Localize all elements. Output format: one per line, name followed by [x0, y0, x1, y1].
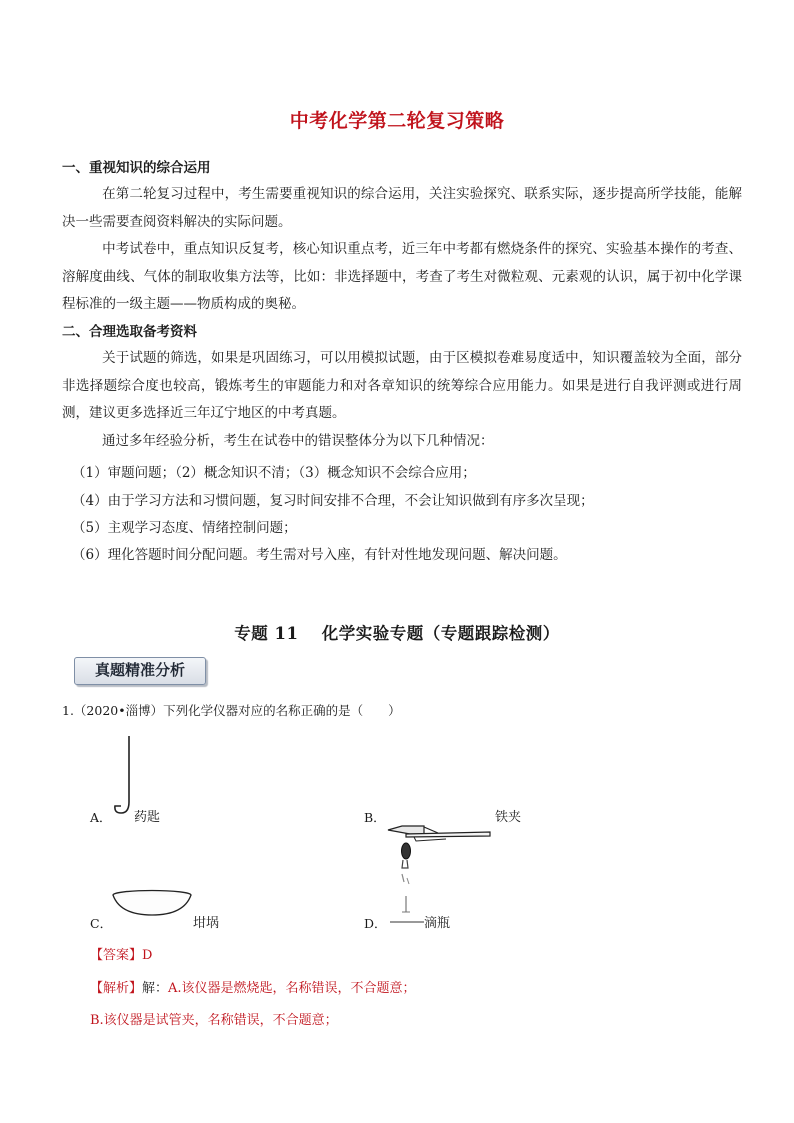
- analysis-line-2: [90, 1009, 338, 1028]
- answer-value: D: [142, 948, 153, 963]
- section-heading-2: 二、合理选取备考资料: [62, 324, 197, 340]
- list-item: （1）审题问题；（2）概念知识不清；（3）概念知识不会综合应用；: [72, 465, 476, 481]
- analysis-line-1: [90, 977, 416, 996]
- section1-para1-text: 在第二轮复习过程中，考生需要重视知识的综合运用，关注实验探究、联系实际，逐步提高所学技能，能解决一些需要查阅资料解决的实际问题。: [62, 186, 742, 230]
- section2-para1-text: 关于试题的筛选，如果是巩固练习，可以用模拟试题，由于区模拟卷难易度适中，知识覆盖较为全面，部分非选择题综合度也较高，锻炼考生的审题能力和对各章知识的统筹综合应用能力。如果是进行自我评测或进行周测，建议更多选择近三年辽宁地区的中考真题。: [62, 350, 742, 421]
- page-title: 中考化学第二轮复习策略: [289, 110, 505, 132]
- section1-para2-text: 中考试卷中，重点知识反复考，核心知识重点考，近三年中考都有燃烧条件的探究、实验基本操作的考查、溶解度曲线、气体的制取收集方法等，比如：非选择题中，考查了考生对微粒观、元素观的认识，属于初中化学课程标准的一级主题——物质构成的奥秘。: [62, 241, 742, 312]
- spoon-icon: [108, 736, 138, 816]
- option-c-letter: C．: [90, 916, 113, 931]
- section1-paragraph-2: [62, 236, 742, 319]
- answer-line: [90, 944, 152, 963]
- section1-paragraph-1: [62, 181, 742, 236]
- option-a-label: 药匙: [134, 810, 161, 825]
- section-heading-1: 一、重视知识的综合运用: [62, 160, 211, 176]
- list-item: （5）主观学习态度、情绪控制问题；: [72, 520, 297, 536]
- analysis-text-1: A.该仪器是燃烧匙，名称错误，不合题意；: [168, 981, 416, 996]
- section-badge: 真题精准分析: [74, 657, 206, 685]
- section2-para2-text: 通过多年经验分析，考生在试卷中的错误整体分为以下几种情况：: [102, 433, 494, 449]
- section2-paragraph-1: [62, 345, 742, 428]
- question-text: 1.（2020•淄博）下列化学仪器对应的名称正确的是（ ）: [62, 703, 401, 718]
- analysis-label: 【解析】: [90, 981, 143, 996]
- option-d-letter: D．: [364, 916, 387, 931]
- list-item: （6）理化答题时间分配问题。考生需对号入座，有针对性地发现问题、解决问题。: [72, 547, 567, 563]
- option-a-letter: A．: [90, 810, 112, 825]
- dropper-icon: [388, 838, 426, 922]
- option-c-label: 坩埚: [193, 916, 220, 931]
- option-b-label: 铁夹: [495, 810, 522, 825]
- analysis-prefix: 解：: [142, 981, 169, 996]
- list-item: （4）由于学习方法和习惯问题，复习时间安排不合理，不会让知识做到有序多次呈现；: [72, 493, 594, 509]
- answer-label: 【答案】: [90, 948, 143, 963]
- analysis-text-2: B.该仪器是试管夹，名称错误，不合题意；: [90, 1013, 338, 1028]
- topic-title: 专题 11 化学实验专题（专题跟踪检测）: [234, 624, 560, 643]
- section2-paragraph-2: [62, 428, 742, 456]
- option-d-label: 滴瓶: [424, 916, 451, 931]
- option-b-letter: B．: [364, 810, 386, 825]
- evaporating-dish-icon: [110, 889, 194, 917]
